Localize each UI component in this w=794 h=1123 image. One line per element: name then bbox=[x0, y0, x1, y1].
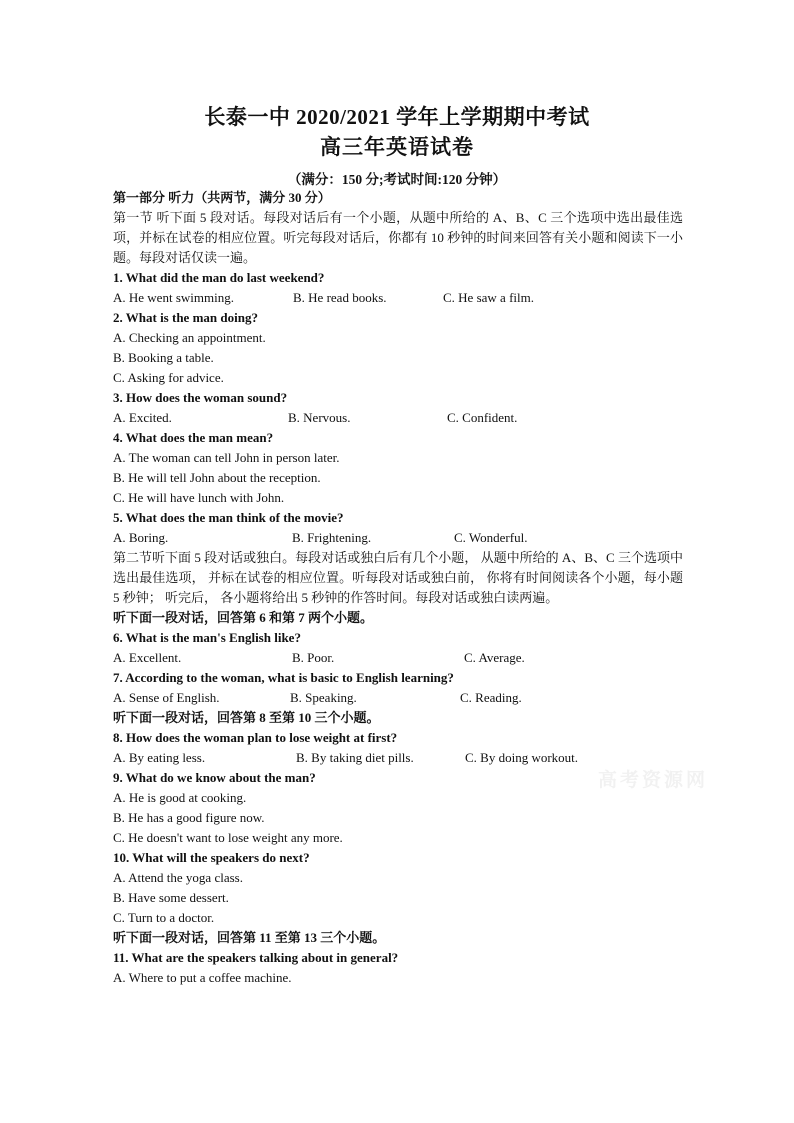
options-row bbox=[113, 688, 683, 708]
question-7: 7. According to the woman, what is basic to English learning? bbox=[113, 670, 454, 685]
option-a: A. Boring. bbox=[113, 530, 169, 545]
option-c: C. He will have lunch with John. bbox=[113, 490, 285, 505]
score-info: （满分：150 分;考试时间:120 分钟） bbox=[287, 172, 507, 187]
option-c: C. He doesn't want to lose weight any more. bbox=[113, 830, 343, 845]
exam-subtitle: 高三年英语试卷 bbox=[320, 135, 474, 159]
option-b: B. Frightening. bbox=[292, 530, 372, 545]
option-a: A. Excellent. bbox=[113, 650, 182, 665]
watermark: 高考资源网 bbox=[598, 769, 709, 791]
option-c: C. Confident. bbox=[447, 410, 518, 425]
option-a: A. Sense of English. bbox=[113, 690, 220, 705]
question-2: 2. What is the man doing? bbox=[113, 310, 258, 325]
options-row bbox=[113, 288, 683, 308]
option-a: A. Where to put a coffee machine. bbox=[113, 970, 292, 985]
question-1: 1. What did the man do last weekend? bbox=[113, 270, 325, 285]
option-c: C. Average. bbox=[464, 650, 525, 665]
option-b: B. He will tell John about the reception. bbox=[113, 470, 321, 485]
option-c: C. Asking for advice. bbox=[113, 370, 224, 385]
question-9: 9. What do we know about the man? bbox=[113, 770, 316, 785]
question-11: 11. What are the speakers talking about in general? bbox=[113, 950, 399, 965]
dialogue-group-heading: 听下面一段对话，回答第 8 至第 10 三个小题。 bbox=[113, 710, 380, 725]
question-8: 8. How does the woman plan to lose weight at first? bbox=[113, 730, 398, 745]
dialogue-group-heading: 听下面一段对话，回答第 6 和第 7 两个小题。 bbox=[113, 610, 374, 625]
option-c: C. Turn to a doctor. bbox=[113, 910, 215, 925]
option-a: A. The woman can tell John in person later. bbox=[113, 450, 340, 465]
option-c: C. Wonderful. bbox=[454, 530, 528, 545]
question-4: 4. What does the man mean? bbox=[113, 430, 274, 445]
option-b: B. Booking a table. bbox=[113, 350, 214, 365]
options-row bbox=[113, 528, 683, 548]
option-b: B. Poor. bbox=[292, 650, 335, 665]
question-3: 3. How does the woman sound? bbox=[113, 390, 288, 405]
option-a: A. By eating less. bbox=[113, 750, 206, 765]
option-b: B. He has a good figure now. bbox=[113, 810, 265, 825]
question-10: 10. What will the speakers do next? bbox=[113, 850, 310, 865]
option-c: C. Reading. bbox=[460, 690, 522, 705]
option-b: B. Nervous. bbox=[288, 410, 351, 425]
option-a: A. He went swimming. bbox=[113, 290, 234, 305]
option-c: C. He saw a film. bbox=[443, 290, 534, 305]
option-a: A. He is good at cooking. bbox=[113, 790, 247, 805]
option-a: A. Attend the yoga class. bbox=[113, 870, 243, 885]
option-b: B. By taking diet pills. bbox=[296, 750, 414, 765]
question-6: 6. What is the man's English like? bbox=[113, 630, 301, 645]
option-b: B. Speaking. bbox=[290, 690, 357, 705]
section2-instructions: 第二节听下面 5 段对话或独白。每段对话或独白后有几个小题， 从题中所给的 A、B、C 三个选项中选出最佳选项， 并标在试卷的相应位置。听每段对话或独白前， 你将有时间阅读各个小题，每小题 5 秒钟； 听完后， 各小题将给出 5 秒钟的作答时间。每段对话或独白读两遍。 bbox=[113, 550, 683, 605]
part1-heading: 第一部分 听力（共两节，满分 30 分） bbox=[113, 190, 331, 205]
option-c: C. By doing workout. bbox=[465, 750, 579, 765]
dialogue-group-heading: 听下面一段对话，回答第 11 至第 13 三个小题。 bbox=[113, 930, 386, 945]
section1-instructions: 第一节 听下面 5 段对话。每段对话后有一个小题，从题中所给的 A、B、C 三个选项中选出最佳选项，并标在试卷的相应位置。听完每段对话后，你都有 10 秒钟的时间来回答有关小题和阅读下一小题。每段对话仅读一遍。 bbox=[113, 210, 683, 265]
option-b: B. He read books. bbox=[293, 290, 387, 305]
options-row bbox=[113, 408, 683, 428]
options-row bbox=[113, 648, 683, 668]
exam-content bbox=[113, 188, 683, 988]
option-a: A. Checking an appointment. bbox=[113, 330, 266, 345]
question-5: 5. What does the man think of the movie? bbox=[113, 510, 344, 525]
option-b: B. Have some dessert. bbox=[113, 890, 229, 905]
exam-title: 长泰一中 2020/2021 学年上学期期中考试 bbox=[204, 105, 590, 129]
option-a: A. Excited. bbox=[113, 410, 172, 425]
